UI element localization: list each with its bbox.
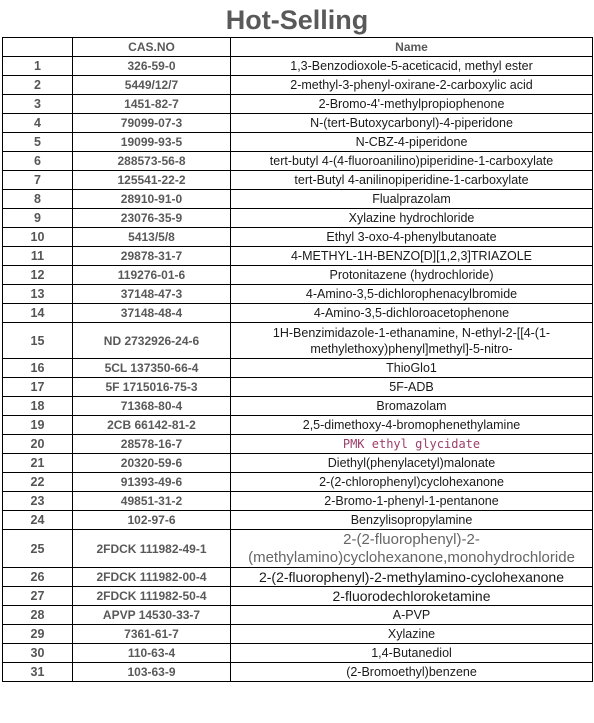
row-index: 9 xyxy=(3,209,73,228)
row-product-name: tert-butyl 4-(4-fluoroanilino)piperidine-1-carboxylate xyxy=(231,152,593,171)
row-index: 19 xyxy=(3,416,73,435)
row-cas-number: 5449/12/7 xyxy=(73,76,231,95)
header-name: Name xyxy=(231,38,593,57)
table-row xyxy=(3,530,593,568)
row-product-name: ThioGlo1 xyxy=(231,359,593,378)
table-row xyxy=(3,511,593,530)
table-row xyxy=(3,247,593,266)
row-cas-number: 29878-31-7 xyxy=(73,247,231,266)
row-cas-number: 49851-31-2 xyxy=(73,492,231,511)
row-product-name: Ethyl 3-oxo-4-phenylbutanoate xyxy=(231,228,593,247)
table-row xyxy=(3,435,593,454)
table-row xyxy=(3,587,593,606)
row-cas-number: 102-97-6 xyxy=(73,511,231,530)
row-product-name: N-(tert-Butoxycarbonyl)-4-piperidone xyxy=(231,114,593,133)
row-index: 1 xyxy=(3,57,73,76)
row-product-name: 5F-ADB xyxy=(231,378,593,397)
row-index: 23 xyxy=(3,492,73,511)
row-product-name: 2-(2-chlorophenyl)cyclohexanone xyxy=(231,473,593,492)
row-product-name: 4-METHYL-1H-BENZO[D][1,2,3]TRIAZOLE xyxy=(231,247,593,266)
row-index: 21 xyxy=(3,454,73,473)
row-index: 14 xyxy=(3,304,73,323)
row-index: 20 xyxy=(3,435,73,454)
table-row xyxy=(3,397,593,416)
row-product-name: Benzylisopropylamine xyxy=(231,511,593,530)
row-product-name: 2-methyl-3-phenyl-oxirane-2-carboxylic acid xyxy=(231,76,593,95)
product-table xyxy=(2,37,593,682)
table-row xyxy=(3,323,593,359)
row-index: 29 xyxy=(3,625,73,644)
row-index: 17 xyxy=(3,378,73,397)
row-index: 8 xyxy=(3,190,73,209)
row-cas-number: 125541-22-2 xyxy=(73,171,231,190)
row-product-name: 2-fluorodechloroketamine xyxy=(231,587,593,606)
row-index: 28 xyxy=(3,606,73,625)
table-row xyxy=(3,171,593,190)
row-product-name: PMK ethyl glycidate xyxy=(231,435,593,454)
row-index: 3 xyxy=(3,95,73,114)
row-product-name: 1,3-Benzodioxole-5-aceticacid, methyl ester xyxy=(231,57,593,76)
row-product-name: 1H-Benzimidazole-1-ethanamine, N-ethyl-2-[[4-(1-methylethoxy)phenyl]methyl]-5-nitro- xyxy=(231,323,593,359)
row-cas-number: 1451-82-7 xyxy=(73,95,231,114)
row-product-name: N-CBZ-4-piperidone xyxy=(231,133,593,152)
row-cas-number: 2FDCK 111982-50-4 xyxy=(73,587,231,606)
table-row xyxy=(3,190,593,209)
table-row xyxy=(3,95,593,114)
row-product-name: Protonitazene (hydrochloride) xyxy=(231,266,593,285)
row-product-name: tert-Butyl 4-anilinopiperidine-1-carboxylate xyxy=(231,171,593,190)
table-row xyxy=(3,625,593,644)
row-index: 2 xyxy=(3,76,73,95)
row-cas-number: 7361-61-7 xyxy=(73,625,231,644)
row-index: 31 xyxy=(3,663,73,682)
row-index: 6 xyxy=(3,152,73,171)
row-index: 15 xyxy=(3,323,73,359)
table-row xyxy=(3,359,593,378)
row-cas-number: 37148-47-3 xyxy=(73,285,231,304)
row-cas-number: 119276-01-6 xyxy=(73,266,231,285)
table-row xyxy=(3,454,593,473)
table-row xyxy=(3,663,593,682)
row-index: 16 xyxy=(3,359,73,378)
row-cas-number: 79099-07-3 xyxy=(73,114,231,133)
row-product-name: Diethyl(phenylacetyl)malonate xyxy=(231,454,593,473)
row-cas-number: APVP 14530-33-7 xyxy=(73,606,231,625)
header-index xyxy=(3,38,73,57)
table-row xyxy=(3,228,593,247)
row-cas-number: 5F 1715016-75-3 xyxy=(73,378,231,397)
row-index: 18 xyxy=(3,397,73,416)
row-index: 27 xyxy=(3,587,73,606)
row-cas-number: 2FDCK 111982-00-4 xyxy=(73,568,231,587)
row-index: 30 xyxy=(3,644,73,663)
table-row xyxy=(3,152,593,171)
table-row xyxy=(3,492,593,511)
header-cas: CAS.NO xyxy=(73,38,231,57)
row-product-name: 2-(2-fluorophenyl)-2-methylamino-cyclohexanone xyxy=(231,568,593,587)
table-row xyxy=(3,644,593,663)
row-index: 24 xyxy=(3,511,73,530)
row-cas-number: 91393-49-6 xyxy=(73,473,231,492)
table-row xyxy=(3,266,593,285)
row-cas-number: 71368-80-4 xyxy=(73,397,231,416)
table-row xyxy=(3,304,593,323)
row-cas-number: 110-63-4 xyxy=(73,644,231,663)
table-row xyxy=(3,606,593,625)
table-row xyxy=(3,133,593,152)
row-index: 13 xyxy=(3,285,73,304)
row-product-name: A-PVP xyxy=(231,606,593,625)
table-header-row xyxy=(3,38,593,57)
row-product-name: Bromazolam xyxy=(231,397,593,416)
row-index: 7 xyxy=(3,171,73,190)
row-product-name: 1,4-Butanediol xyxy=(231,644,593,663)
row-cas-number: 28910-91-0 xyxy=(73,190,231,209)
row-index: 11 xyxy=(3,247,73,266)
row-cas-number: 288573-56-8 xyxy=(73,152,231,171)
row-product-name: (2-Bromoethyl)benzene xyxy=(231,663,593,682)
table-row xyxy=(3,114,593,133)
row-product-name: 2-Bromo-4'-methylpropiophenone xyxy=(231,95,593,114)
row-product-name: Xylazine hydrochloride xyxy=(231,209,593,228)
table-row xyxy=(3,285,593,304)
row-index: 12 xyxy=(3,266,73,285)
table-row xyxy=(3,568,593,587)
row-product-name: Xylazine xyxy=(231,625,593,644)
row-index: 4 xyxy=(3,114,73,133)
row-cas-number: 20320-59-6 xyxy=(73,454,231,473)
row-cas-number: ND 2732926-24-6 xyxy=(73,323,231,359)
row-cas-number: 5413/5/8 xyxy=(73,228,231,247)
table-row xyxy=(3,57,593,76)
table-row xyxy=(3,209,593,228)
row-cas-number: 37148-48-4 xyxy=(73,304,231,323)
row-cas-number: 5CL 137350-66-4 xyxy=(73,359,231,378)
table-row xyxy=(3,76,593,95)
table-row xyxy=(3,473,593,492)
row-index: 22 xyxy=(3,473,73,492)
row-product-name: Flualprazolam xyxy=(231,190,593,209)
row-product-name: 2,5-dimethoxy-4-bromophenethylamine xyxy=(231,416,593,435)
row-product-name: 4-Amino-3,5-dichloroacetophenone xyxy=(231,304,593,323)
row-product-name: 4-Amino-3,5-dichlorophenacylbromide xyxy=(231,285,593,304)
row-cas-number: 28578-16-7 xyxy=(73,435,231,454)
table-row xyxy=(3,378,593,397)
row-index: 25 xyxy=(3,530,73,568)
row-cas-number: 326-59-0 xyxy=(73,57,231,76)
table-row xyxy=(3,416,593,435)
row-cas-number: 2CB 66142-81-2 xyxy=(73,416,231,435)
row-cas-number: 103-63-9 xyxy=(73,663,231,682)
row-index: 26 xyxy=(3,568,73,587)
row-cas-number: 23076-35-9 xyxy=(73,209,231,228)
page-title: Hot-Selling xyxy=(225,5,369,35)
row-cas-number: 2FDCK 111982-49-1 xyxy=(73,530,231,568)
row-cas-number: 19099-93-5 xyxy=(73,133,231,152)
row-product-name: 2-(2-fluorophenyl)-2-(methylamino)cyclohexanone,monohydrochloride xyxy=(231,530,593,568)
row-index: 5 xyxy=(3,133,73,152)
row-index: 10 xyxy=(3,228,73,247)
row-product-name: 2-Bromo-1-phenyl-1-pentanone xyxy=(231,492,593,511)
table-body xyxy=(3,57,593,682)
